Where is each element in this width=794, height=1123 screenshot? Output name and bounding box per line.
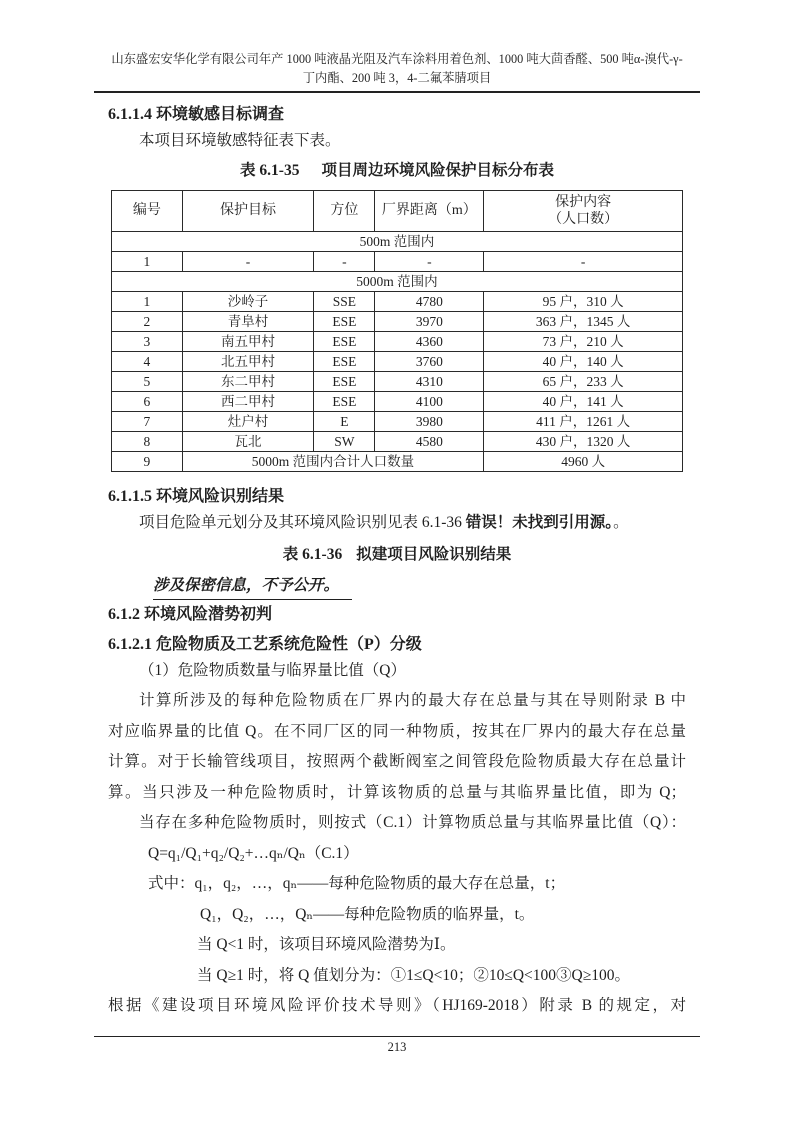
table-cell: SSE bbox=[314, 291, 375, 311]
condition-q-less-than-1: 当 Q<1 时，该项目环境风险潜势为Ⅰ。 bbox=[197, 936, 456, 953]
formula-equation: Q=q₁/Q₁+q₂/Q₂+…qₙ/Qₙ（C.1） bbox=[148, 844, 359, 862]
table-header-row bbox=[112, 190, 683, 231]
table-row bbox=[112, 451, 683, 471]
page-number: 213 bbox=[387, 1040, 407, 1054]
table-cell: 1 bbox=[112, 251, 183, 271]
ref-error-text: 错误！未找到引用源。 bbox=[465, 513, 614, 531]
table-cell: 沙岭子 bbox=[182, 291, 314, 311]
table-row bbox=[112, 331, 683, 351]
paragraph-ref-6136 bbox=[108, 508, 686, 539]
table-cell: 4310 bbox=[375, 371, 484, 391]
table-cell: 青阜村 bbox=[182, 311, 314, 331]
ref-text-normal: 项目危险单元划分及其环境风险识别见表 6.1-36 bbox=[139, 513, 466, 531]
table-row bbox=[112, 431, 683, 451]
ref-text-tail: 。 bbox=[613, 513, 629, 531]
table-6136-caption bbox=[108, 541, 686, 569]
risk-table-tbody bbox=[112, 231, 683, 471]
para-q-line2: 对应临界量的比值 Q。在不同厂区的同一种物质，按其在厂界内的最大存在总量 bbox=[108, 722, 686, 740]
page-header bbox=[0, 0, 794, 93]
table-section-row bbox=[112, 231, 683, 251]
table-cell: 4960 人 bbox=[484, 451, 683, 471]
heading-6-1-2: 6.1.2 环境风险潜势初判 bbox=[108, 605, 273, 623]
table-cell: 5 bbox=[112, 371, 183, 391]
header-title-line2: 丁内酯、200 吨 3，4-二氟苯腈项目 bbox=[302, 70, 492, 85]
table-cell: - bbox=[314, 251, 375, 271]
table-cell: 6 bbox=[112, 391, 183, 411]
table-cell: - bbox=[182, 251, 314, 271]
table-cell: 40 户，140 人 bbox=[484, 351, 683, 371]
table-cell: 9 bbox=[112, 451, 183, 471]
table-cell: SW bbox=[314, 431, 375, 451]
table-cell: 4580 bbox=[375, 431, 484, 451]
table-row bbox=[112, 351, 683, 371]
table-6135-caption-title: 项目周边环境风险保护目标分布表 bbox=[321, 161, 554, 179]
table-cell: 5000m 范围内 bbox=[112, 271, 683, 291]
table-cell: 3970 bbox=[375, 311, 484, 331]
table-cell: ESE bbox=[314, 391, 375, 411]
heading-6-1-2-1: 6.1.2.1 危险物质及工艺系统危险性（P）分级 bbox=[108, 635, 422, 653]
table-cell: 4360 bbox=[375, 331, 484, 351]
table-cell: 430 户，1320 人 bbox=[484, 431, 683, 451]
col-header-content bbox=[484, 190, 683, 231]
table-row bbox=[112, 311, 683, 331]
protection-targets-table bbox=[111, 190, 683, 472]
formula-where-q-upper: Q₁，Q₂，…，Qₙ——每种危险物质的临界量，t。 bbox=[200, 905, 535, 923]
table-cell: 363 户，1345 人 bbox=[484, 311, 683, 331]
table-cell: 95 户，310 人 bbox=[484, 291, 683, 311]
header-title-line1: 山东盛宏安华化学有限公司年产 1000 吨液晶光阻及汽车涂料用着色剂、1000 吨大茴香醛、500 吨α-溴代-γ- bbox=[111, 52, 683, 66]
table-cell: 4 bbox=[112, 351, 183, 371]
condition-q-greater-equal-1: 当 Q≥1 时，将 Q 值划分为：①1≤Q<10；②10≤Q<100③Q≥100。 bbox=[197, 966, 630, 984]
document-body bbox=[0, 104, 794, 1022]
table-6136-caption-title: 拟建项目风险识别结果 bbox=[356, 546, 512, 563]
table-cell: 4780 bbox=[375, 291, 484, 311]
table-cell: - bbox=[484, 251, 683, 271]
table-cell: 7 bbox=[112, 411, 183, 431]
table-cell: 500m 范围内 bbox=[112, 231, 683, 251]
heading-6-1-1-5: 6.1.1.5 环境风险识别结果 bbox=[108, 487, 285, 505]
table-6135-caption-label: 表 6.1-35 bbox=[240, 161, 300, 179]
table-6136-caption-label: 表 6.1-36 bbox=[282, 546, 343, 563]
para-q-line3: 计算。对于长输管线项目，按照两个截断阀室之间管段危险物质最大存在总量计 bbox=[108, 753, 686, 770]
table-cell: 西二甲村 bbox=[182, 391, 314, 411]
col-header-target: 保护目标 bbox=[182, 190, 314, 231]
heading-6-1-1-4: 6.1.1.4 环境敏感目标调查 bbox=[108, 106, 285, 123]
table-cell: 瓦北 bbox=[182, 431, 314, 451]
page-footer bbox=[94, 1036, 700, 1055]
table-cell: 65 户，233 人 bbox=[484, 371, 683, 391]
table-cell: ESE bbox=[314, 331, 375, 351]
paragraph-q-intro: （1）危险物质数量与临界量比值（Q） bbox=[139, 661, 406, 679]
table-6135-caption bbox=[108, 157, 686, 185]
table-cell: 40 户，141 人 bbox=[484, 391, 683, 411]
confidential-notice-text: 涉及保密信息，不予公开。 bbox=[153, 573, 352, 600]
paragraph-intro-6114: 本项目环境敏感特征表下表。 bbox=[139, 132, 341, 149]
formula-where-q-lower: 式中：q₁，q₂，…，qₙ——每种危险物质的最大存在总量，t； bbox=[148, 875, 566, 892]
para-q-line5: 当存在多种危险物质时，则按式（C.1）计算物质总量与其临界量比值（Q）： bbox=[139, 814, 686, 831]
para-q-line4: 算。当只涉及一种危险物质时，计算该物质的总量与其临界量比值，即为 Q； bbox=[108, 783, 686, 801]
table-cell: - bbox=[375, 251, 484, 271]
col-header-distance: 厂界距离（m） bbox=[375, 190, 484, 231]
footer-rule bbox=[94, 1036, 700, 1037]
paragraph-closing: 根据《建设项目环境风险评价技术导则》（HJ169-2018）附录 B 的规定，对 bbox=[108, 997, 686, 1014]
table-row bbox=[112, 251, 683, 271]
table-cell: 4100 bbox=[375, 391, 484, 411]
table-cell: 1 bbox=[112, 291, 183, 311]
table-cell: ESE bbox=[314, 371, 375, 391]
col-header-content-line1: 保护内容 bbox=[555, 194, 612, 210]
table-section-row bbox=[112, 271, 683, 291]
table-cell: 5000m 范围内合计人口数量 bbox=[182, 451, 484, 471]
table-cell: 3 bbox=[112, 331, 183, 351]
table-row bbox=[112, 371, 683, 391]
table-row bbox=[112, 411, 683, 431]
table-cell: ESE bbox=[314, 351, 375, 371]
table-cell: 73 户，210 人 bbox=[484, 331, 683, 351]
table-cell: 8 bbox=[112, 431, 183, 451]
col-header-number: 编号 bbox=[112, 190, 183, 231]
table-row bbox=[112, 291, 683, 311]
table-cell: 411 户，1261 人 bbox=[484, 411, 683, 431]
table-cell: E bbox=[314, 411, 375, 431]
col-header-direction: 方位 bbox=[314, 190, 375, 231]
table-cell: 3760 bbox=[375, 351, 484, 371]
table-cell: 灶户村 bbox=[182, 411, 314, 431]
para-q-line1: 计算所涉及的每种危险物质在厂界内的最大存在总量与其在导则附录 B 中 bbox=[139, 692, 686, 709]
table-cell: 南五甲村 bbox=[182, 331, 314, 351]
confidential-notice bbox=[108, 571, 686, 602]
table-cell: ESE bbox=[314, 311, 375, 331]
table-cell: 2 bbox=[112, 311, 183, 331]
header-rule bbox=[94, 91, 700, 93]
table-cell: 东二甲村 bbox=[182, 371, 314, 391]
table-row bbox=[112, 391, 683, 411]
table-cell: 北五甲村 bbox=[182, 351, 314, 371]
table-cell: 3980 bbox=[375, 411, 484, 431]
col-header-content-line2: （人口数） bbox=[548, 211, 619, 227]
